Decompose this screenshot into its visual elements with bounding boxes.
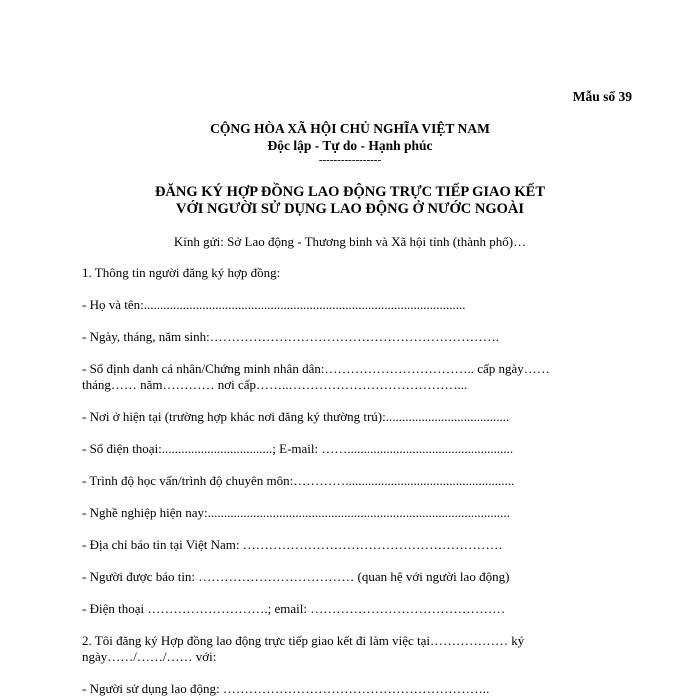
field-date-of-birth: - Ngày, tháng, năm sinh:………………………………………………………….: [82, 329, 499, 344]
field-contact-address: - Địa chỉ báo tin tại Việt Nam: ……………………………………………………: [82, 537, 503, 552]
title-line-2: VỚI NGƯỜI SỬ DỤNG LAO ĐỘNG Ở NƯỚC NGOÀI: [175, 201, 524, 217]
document-title: [0, 184, 700, 218]
section-2-line-1: 2. Tôi đăng ký Hợp đồng lao động trực tiếp giao kết đi làm việc tại……………… ký: [82, 633, 525, 648]
title-line-1: ĐĂNG KÝ HỢP ĐỒNG LAO ĐỘNG TRỰC TIẾP GIAO KẾT: [154, 184, 546, 200]
header-separator: -----------------: [318, 154, 382, 166]
field-employer: - Người sử dụng lao động: ……………………………………………………..: [82, 681, 490, 696]
field-id-number: - Số định danh cá nhân/Chứng minh nhân dân:…………………………….. cấp ngày……: [82, 361, 550, 376]
recipient-line: Kính gửi: Sở Lao động - Thương binh và Xã hội tỉnh (thành phố)…: [173, 234, 527, 249]
field-occupation: - Nghề nghiệp hiện nay:.............................................................................................: [82, 505, 510, 520]
field-phone-email: - Số điện thoại:..................................; E-mail: ……...................................................: [82, 441, 514, 456]
field-education: - Trình độ học vấn/trình độ chuyên môn:…………....................................................: [82, 473, 515, 488]
national-header: [0, 120, 700, 166]
field-id-issue-date: tháng…… năm………… nơi cấp……..…………………………………...: [82, 377, 468, 392]
national-motto: Độc lập - Tự do - Hạnh phúc: [267, 138, 433, 153]
field-full-name: - Họ và tên:...................................................................................................: [82, 297, 466, 312]
section-2-line-2: ngày……/……/…… với:: [82, 649, 217, 664]
nation-name: CỘNG HÒA XÃ HỘI CHỦ NGHĨA VIỆT NAM: [210, 121, 490, 136]
field-current-residence: - Nơi ở hiện tại (trường hợp khác nơi đăng ký thường trú):......................................: [82, 409, 510, 424]
form-number: Mẫu số 39: [572, 89, 632, 104]
section-1-heading: 1. Thông tin người đăng ký hợp đồng:: [82, 265, 281, 280]
field-contact-person: - Người được báo tin: ……………………………… (quan hệ với người lao động): [82, 569, 510, 584]
field-contact-phone-email: - Điện thoại ……………………….; email: ………………………………………: [82, 601, 506, 616]
